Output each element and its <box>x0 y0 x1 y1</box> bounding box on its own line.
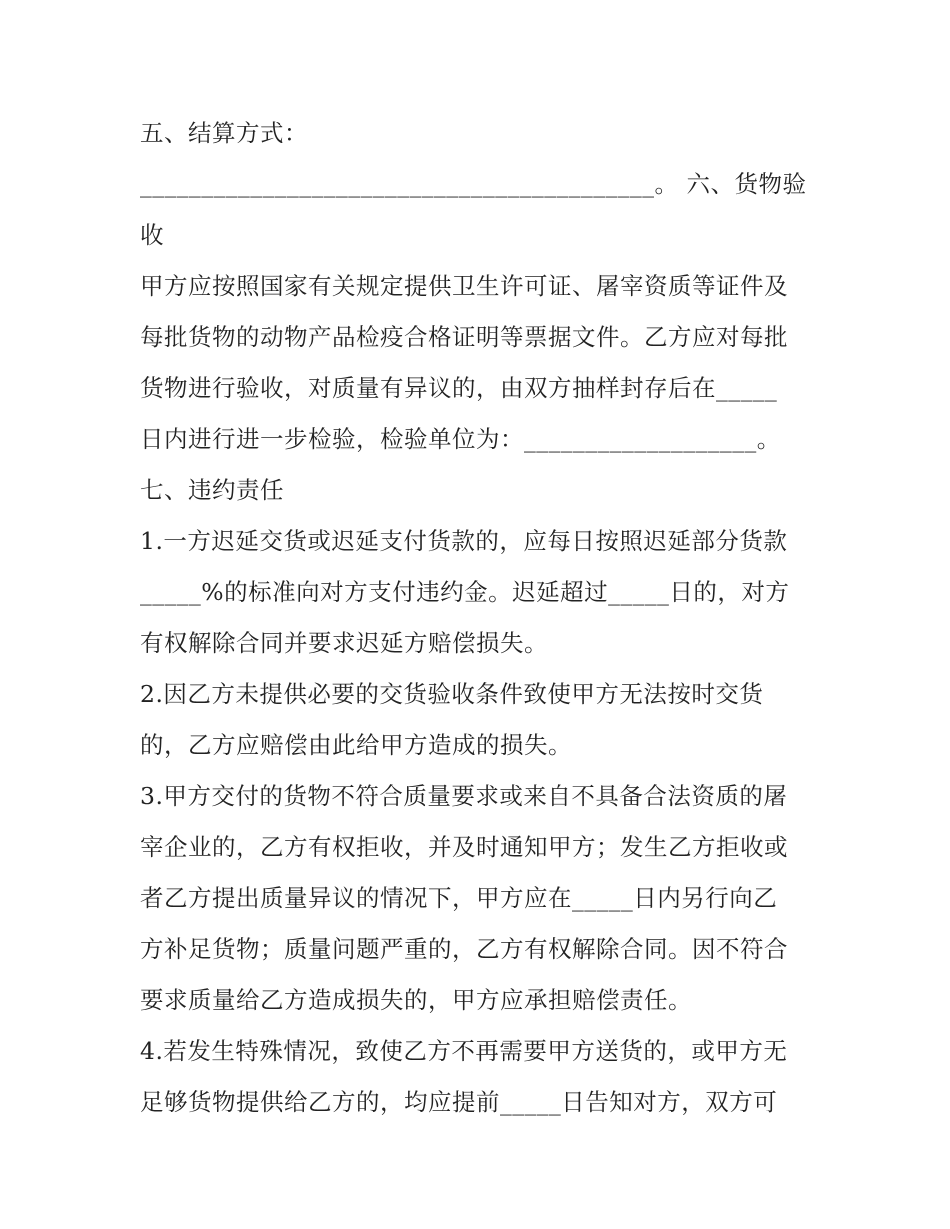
text-line: 足够货物提供给乙方的，均应提前_____日告知对方，双方可 <box>140 1088 778 1116</box>
text-line: __________________________________________。 六、货物验 <box>140 170 807 198</box>
text-line: 宰企业的，乙方有权拒收，并及时通知甲方；发生乙方拒收或 <box>140 833 788 861</box>
text-line: 者乙方提出质量异议的情况下，甲方应在_____日内另行向乙 <box>140 884 778 912</box>
text-line: 方补足货物；质量问题严重的，乙方有权解除合同。因不符合 <box>140 935 788 963</box>
text-line: 收 <box>140 221 164 249</box>
text-line: _____%的标准向对方支付违约金。迟延超过_____日的，对方 <box>140 578 790 606</box>
text-line: 日内进行进一步检验，检验单位为：___________________。 <box>140 425 781 453</box>
text-line: 甲方应按照国家有关规定提供卫生许可证、屠宰资质等证件及 <box>140 272 788 300</box>
text-line: 货物进行验收，对质量有异议的，由双方抽样封存后在_____ <box>140 374 778 402</box>
section-heading-liability: 七、违约责任 <box>140 476 284 504</box>
text-line: 的，乙方应赔偿由此给甲方造成的损失。 <box>140 731 572 759</box>
text-line: 4.若发生特殊情况，致使乙方不再需要甲方送货的，或甲方无 <box>140 1037 788 1065</box>
text-line: 1.一方迟延交货或迟延支付货款的，应每日按照迟延部分货款 <box>140 527 788 555</box>
text-line: 3.甲方交付的货物不符合质量要求或来自不具备合法资质的屠 <box>140 782 788 810</box>
text-line: 要求质量给乙方造成损失的，甲方应承担赔偿责任。 <box>140 986 692 1014</box>
text-line: 2.因乙方未提供必要的交货验收条件致使甲方无法按时交货 <box>140 680 764 708</box>
document-body <box>140 108 820 1128</box>
text-line: 有权解除合同并要求迟延方赔偿损失。 <box>140 629 548 657</box>
section-heading-settlement: 五、结算方式： <box>140 119 308 147</box>
text-line: 每批货物的动物产品检疫合格证明等票据文件。乙方应对每批 <box>140 323 788 351</box>
